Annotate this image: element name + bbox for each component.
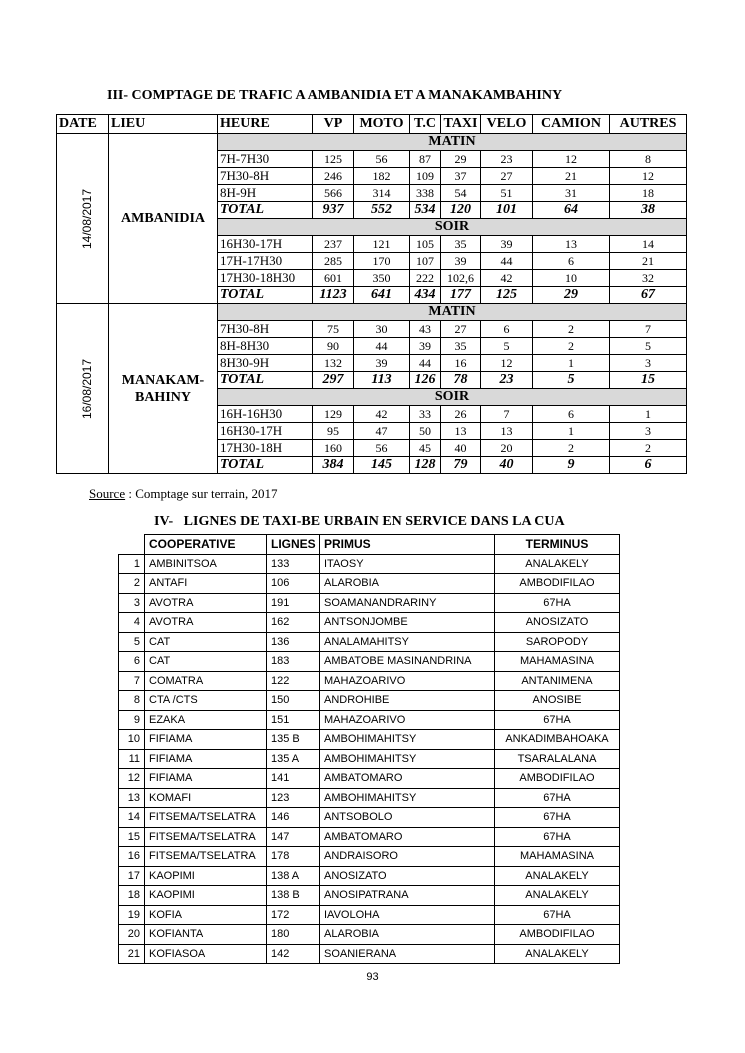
cooperative-cell: FIFIAMA [145,769,267,789]
count-cell: 3 [610,423,687,440]
col-header-vp: VP [313,115,354,134]
table-row [119,632,620,652]
primus-cell: AMBOHIMAHITSY [320,788,495,808]
primus-cell: MAHAZOARIVO [320,710,495,730]
row-index: 14 [119,808,145,828]
total-cell: 67 [610,287,687,304]
count-cell: 1 [610,406,687,423]
section-3-title: III- COMPTAGE DE TRAFIC A AMBANIDIA ET A MANAKAMBAHINY [107,88,563,103]
col-header-moto: MOTO [354,115,410,134]
row-index: 21 [119,944,145,964]
cooperative-cell: AMBINITSOA [145,554,267,574]
row-index: 17 [119,866,145,886]
total-cell: 5 [533,372,610,389]
count-cell: 237 [313,236,354,253]
col-header-date: DATE [57,115,109,134]
primus-cell: AMBOHIMAHITSY [320,730,495,750]
count-cell: 2 [533,321,610,338]
source-note [89,486,277,502]
count-cell: 314 [354,185,410,202]
terminus-cell: MAHAMASINA [495,847,620,867]
date-cell [57,304,109,474]
col-header-velo: VELO [481,115,533,134]
count-cell: 2 [533,440,610,457]
session-label: SOIR [218,219,687,236]
total-cell: 15 [610,372,687,389]
count-cell: 7 [481,406,533,423]
table-row [119,925,620,945]
count-cell: 44 [481,253,533,270]
time-slot-cell: 16H30-17H [218,236,313,253]
ligne-cell: 106 [267,574,320,594]
ligne-cell: 147 [267,827,320,847]
count-cell: 5 [481,338,533,355]
count-cell: 26 [441,406,481,423]
terminus-cell: AMBODIFILAO [495,925,620,945]
terminus-cell: 67HA [495,808,620,828]
total-label: TOTAL [218,202,313,219]
col-header-heure: HEURE [218,115,313,134]
total-cell: 79 [441,457,481,474]
count-cell: 125 [313,151,354,168]
total-cell: 937 [313,202,354,219]
total-cell: 641 [354,287,410,304]
total-cell: 128 [410,457,441,474]
count-cell: 90 [313,338,354,355]
count-cell: 39 [441,253,481,270]
cooperative-cell: ANTAFI [145,574,267,594]
primus-cell: SOAMANANDRARINY [320,593,495,613]
total-cell: 552 [354,202,410,219]
primus-cell: ANOSIPATRANA [320,886,495,906]
row-index: 6 [119,652,145,672]
col-header-autres: AUTRES [610,115,687,134]
count-cell: 42 [481,270,533,287]
row-index: 16 [119,847,145,867]
terminus-cell: ANALAKELY [495,554,620,574]
count-cell: 95 [313,423,354,440]
ligne-cell: 133 [267,554,320,574]
count-cell: 109 [410,168,441,185]
total-cell: 23 [481,372,533,389]
table-row [119,847,620,867]
ligne-cell: 178 [267,847,320,867]
time-slot-cell: 7H-7H30 [218,151,313,168]
ligne-cell: 123 [267,788,320,808]
traffic-header-row [57,115,687,134]
col-header-lieu: LIEU [109,115,218,134]
table-row [119,710,620,730]
count-cell: 222 [410,270,441,287]
total-cell: 78 [441,372,481,389]
row-index: 19 [119,905,145,925]
lieu-cell: AMBANIDIA [109,134,218,304]
session-label: MATIN [218,134,687,151]
table-row [119,905,620,925]
total-cell: 125 [481,287,533,304]
cooperative-cell: FITSEMA/TSELATRA [145,827,267,847]
total-cell: 64 [533,202,610,219]
primus-cell: ANTSOBOLO [320,808,495,828]
primus-cell: ITAOSY [320,554,495,574]
ligne-cell: 146 [267,808,320,828]
count-cell: 566 [313,185,354,202]
table-row [119,671,620,691]
terminus-cell: ANTANIMENA [495,671,620,691]
primus-cell: ANOSIZATO [320,866,495,886]
section-4-title: IV- LIGNES DE TAXI-BE URBAIN EN SERVICE DANS LA CUA [154,514,565,529]
count-cell: 27 [481,168,533,185]
count-cell: 5 [610,338,687,355]
count-cell: 601 [313,270,354,287]
count-cell: 13 [441,423,481,440]
primus-cell: AMBOHIMAHITSY [320,749,495,769]
terminus-cell: 67HA [495,593,620,613]
ligne-cell: 183 [267,652,320,672]
time-slot-cell: 17H30-18H [218,440,313,457]
count-cell: 129 [313,406,354,423]
count-cell: 6 [533,406,610,423]
count-cell: 56 [354,440,410,457]
count-cell: 21 [533,168,610,185]
table-row [119,652,620,672]
count-cell: 3 [610,355,687,372]
total-cell: 534 [410,202,441,219]
count-cell: 14 [610,236,687,253]
total-cell: 126 [410,372,441,389]
count-cell: 12 [533,151,610,168]
count-cell: 1 [533,423,610,440]
row-index: 10 [119,730,145,750]
count-cell: 13 [481,423,533,440]
count-cell: 44 [410,355,441,372]
cooperative-cell: AVOTRA [145,593,267,613]
total-cell: 38 [610,202,687,219]
count-cell: 12 [610,168,687,185]
terminus-cell: ANALAKELY [495,886,620,906]
time-slot-cell: 7H30-8H [218,321,313,338]
time-slot-cell: 8H30-9H [218,355,313,372]
time-slot-cell: 8H-9H [218,185,313,202]
count-cell: 8 [610,151,687,168]
session-label: MATIN [218,304,687,321]
col-header-index [119,535,145,555]
time-slot-cell: 17H-17H30 [218,253,313,270]
row-index: 18 [119,886,145,906]
cooperative-cell: CAT [145,632,267,652]
count-cell: 30 [354,321,410,338]
count-cell: 29 [441,151,481,168]
primus-cell: ANALAMAHITSY [320,632,495,652]
session-label: SOIR [218,389,687,406]
count-cell: 51 [481,185,533,202]
terminus-cell: MAHAMASINA [495,652,620,672]
cooperative-cell: COMATRA [145,671,267,691]
ligne-cell: 180 [267,925,320,945]
terminus-cell: ANALAKELY [495,866,620,886]
table-row [119,574,620,594]
ligne-cell: 150 [267,691,320,711]
ligne-cell: 138 A [267,866,320,886]
count-cell: 285 [313,253,354,270]
total-cell: 1123 [313,287,354,304]
primus-cell: ANDRAISORO [320,847,495,867]
ligne-cell: 142 [267,944,320,964]
row-index: 3 [119,593,145,613]
total-cell: 297 [313,372,354,389]
primus-cell: AMBATOBE MASINANDRINA [320,652,495,672]
count-cell: 107 [410,253,441,270]
ligne-cell: 151 [267,710,320,730]
count-cell: 31 [533,185,610,202]
count-cell: 6 [533,253,610,270]
count-cell: 16 [441,355,481,372]
count-cell: 23 [481,151,533,168]
count-cell: 40 [441,440,481,457]
count-cell: 54 [441,185,481,202]
col-header-terminus: TERMINUS [495,535,620,555]
table-row [119,866,620,886]
lieu-cell: MANAKAM-BAHINY [109,304,218,474]
total-cell: 29 [533,287,610,304]
count-cell: 35 [441,338,481,355]
total-label: TOTAL [218,372,313,389]
col-header-camion: CAMION [533,115,610,134]
primus-cell: IAVOLOHA [320,905,495,925]
row-index: 9 [119,710,145,730]
col-header-taxi: TAXI [441,115,481,134]
table-row [119,886,620,906]
count-cell: 170 [354,253,410,270]
cooperative-cell: KAOPIMI [145,886,267,906]
ligne-cell: 172 [267,905,320,925]
count-cell: 132 [313,355,354,372]
time-slot-cell: 16H-16H30 [218,406,313,423]
terminus-cell: 67HA [495,827,620,847]
source-text: : Comptage sur terrain, 2017 [125,486,278,501]
cooperative-cell: KOFIANTA [145,925,267,945]
cooperative-cell: FIFIAMA [145,749,267,769]
col-header-primus: PRIMUS [320,535,495,555]
time-slot-cell: 7H30-8H [218,168,313,185]
count-cell: 2 [533,338,610,355]
count-cell: 44 [354,338,410,355]
table-row [119,613,620,633]
traffic-count-table [56,114,687,474]
row-index: 8 [119,691,145,711]
count-cell: 338 [410,185,441,202]
cooperative-cell: KOFIASOA [145,944,267,964]
count-cell: 350 [354,270,410,287]
count-cell: 75 [313,321,354,338]
primus-cell: AMBATOMARO [320,769,495,789]
ligne-cell: 191 [267,593,320,613]
count-cell: 45 [410,440,441,457]
table-row [119,554,620,574]
primus-cell: ANDROHIBE [320,691,495,711]
count-cell: 32 [610,270,687,287]
count-cell: 6 [481,321,533,338]
count-cell: 18 [610,185,687,202]
count-cell: 39 [410,338,441,355]
date-text: 16/08/2017 [80,358,95,419]
row-index: 2 [119,574,145,594]
date-cell [57,134,109,304]
source-label: Source [89,486,126,501]
table-row [119,769,620,789]
primus-cell: ANTSONJOMBE [320,613,495,633]
ligne-cell: 136 [267,632,320,652]
count-cell: 105 [410,236,441,253]
terminus-cell: AMBODIFILAO [495,769,620,789]
row-index: 7 [119,671,145,691]
cooperative-cell: KOMAFI [145,788,267,808]
terminus-cell: ANOSIBE [495,691,620,711]
count-cell: 13 [533,236,610,253]
count-cell: 10 [533,270,610,287]
time-slot-cell: 8H-8H30 [218,338,313,355]
terminus-cell: 67HA [495,710,620,730]
count-cell: 39 [354,355,410,372]
primus-cell: ALAROBIA [320,574,495,594]
count-cell: 35 [441,236,481,253]
primus-cell: SOANIERANA [320,944,495,964]
taxi-lines-table [118,534,620,964]
cooperative-cell: FITSEMA/TSELATRA [145,847,267,867]
terminus-cell: ANOSIZATO [495,613,620,633]
total-cell: 40 [481,457,533,474]
cooperative-cell: FITSEMA/TSELATRA [145,808,267,828]
count-cell: 20 [481,440,533,457]
col-header-lignes: LIGNES [267,535,320,555]
table-row [119,788,620,808]
row-index: 5 [119,632,145,652]
session-row [57,304,687,321]
terminus-cell: AMBODIFILAO [495,574,620,594]
col-header-tc: T.C [410,115,441,134]
total-cell: 101 [481,202,533,219]
page-number: 93 [366,971,379,983]
terminus-cell: 67HA [495,788,620,808]
count-cell: 1 [533,355,610,372]
terminus-cell: TSARALALANA [495,749,620,769]
count-cell: 246 [313,168,354,185]
table-row [119,691,620,711]
count-cell: 2 [610,440,687,457]
session-row [57,134,687,151]
count-cell: 12 [481,355,533,372]
row-index: 11 [119,749,145,769]
table-row [119,593,620,613]
terminus-cell: ANKADIMBAHOAKA [495,730,620,750]
total-cell: 434 [410,287,441,304]
time-slot-cell: 16H30-17H [218,423,313,440]
primus-cell: ALAROBIA [320,925,495,945]
col-header-cooperative: COOPERATIVE [145,535,267,555]
ligne-cell: 122 [267,671,320,691]
total-label: TOTAL [218,457,313,474]
row-index: 1 [119,554,145,574]
count-cell: 87 [410,151,441,168]
count-cell: 182 [354,168,410,185]
cooperative-cell: KAOPIMI [145,866,267,886]
cooperative-cell: EZAKA [145,710,267,730]
count-cell: 42 [354,406,410,423]
row-index: 12 [119,769,145,789]
terminus-cell: 67HA [495,905,620,925]
row-index: 15 [119,827,145,847]
cooperative-cell: AVOTRA [145,613,267,633]
count-cell: 160 [313,440,354,457]
table-row [119,730,620,750]
terminus-cell: SAROPODY [495,632,620,652]
cooperative-cell: FIFIAMA [145,730,267,750]
primus-cell: AMBATOMARO [320,827,495,847]
count-cell: 39 [481,236,533,253]
row-index: 20 [119,925,145,945]
total-cell: 113 [354,372,410,389]
count-cell: 47 [354,423,410,440]
count-cell: 33 [410,406,441,423]
ligne-cell: 141 [267,769,320,789]
terminus-cell: ANALAKELY [495,944,620,964]
cooperative-cell: CAT [145,652,267,672]
total-cell: 120 [441,202,481,219]
total-cell: 177 [441,287,481,304]
table-row [119,749,620,769]
count-cell: 27 [441,321,481,338]
count-cell: 50 [410,423,441,440]
count-cell: 21 [610,253,687,270]
count-cell: 37 [441,168,481,185]
ligne-cell: 135 B [267,730,320,750]
table-row [119,808,620,828]
date-text: 14/08/2017 [80,188,95,249]
table-row [119,944,620,964]
table-row [119,827,620,847]
ligne-cell: 135 A [267,749,320,769]
count-cell: 102,6 [441,270,481,287]
ligne-cell: 138 B [267,886,320,906]
lines-header-row [119,535,620,555]
total-cell: 9 [533,457,610,474]
total-cell: 145 [354,457,410,474]
count-cell: 43 [410,321,441,338]
count-cell: 56 [354,151,410,168]
total-cell: 6 [610,457,687,474]
cooperative-cell: CTA /CTS [145,691,267,711]
count-cell: 7 [610,321,687,338]
total-label: TOTAL [218,287,313,304]
cooperative-cell: KOFIA [145,905,267,925]
primus-cell: MAHAZOARIVO [320,671,495,691]
count-cell: 121 [354,236,410,253]
ligne-cell: 162 [267,613,320,633]
time-slot-cell: 17H30-18H30 [218,270,313,287]
row-index: 4 [119,613,145,633]
row-index: 13 [119,788,145,808]
total-cell: 384 [313,457,354,474]
